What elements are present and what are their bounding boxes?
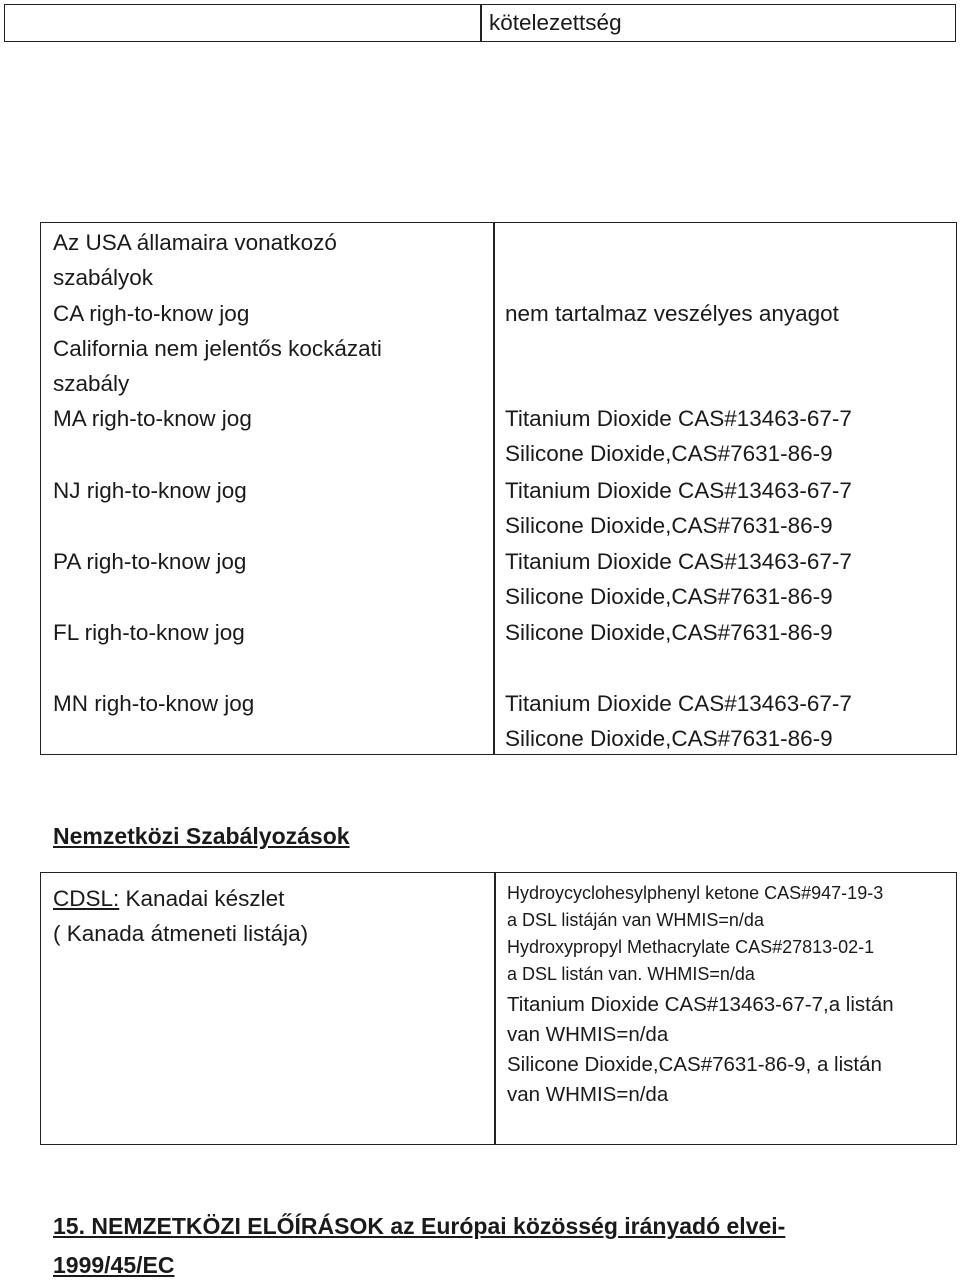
us-rules-title-line2: szabályok [53,265,154,290]
pa-rule-value: Silicone Dioxide,CAS#7631-86-9 [505,584,833,609]
cdsl-entry: a DSL listáján van WHMIS=n/da [507,910,764,930]
fl-rule-label: FL righ-to-know jog [53,620,245,645]
ca-rule-label-cont: szabály [53,371,130,396]
top-row-right-text: kötelezettség [489,10,622,35]
mn-rule-label: MN righ-to-know jog [53,691,255,716]
cdsl-entry: Silicone Dioxide,CAS#7631-86-9, a listán [507,1053,882,1076]
ca-rule-value: nem tartalmaz veszélyes anyagot [505,301,839,326]
pa-rule-value: Titanium Dioxide CAS#13463-67-7 [505,549,852,574]
cdsl-entry: a DSL listán van. WHMIS=n/da [507,964,755,984]
us-rules-title-line1: Az USA államaira vonatkozó [53,230,337,255]
fl-rule-value: Silicone Dioxide,CAS#7631-86-9 [505,620,833,645]
top-row-left-cell [4,4,482,42]
ca-rule-label-cont: California nem jelentős kockázati [53,336,382,361]
section-15-heading-line2: 1999/45/EC [53,1252,175,1278]
section-15-heading-line1: 15. NEMZETKÖZI ELŐÍRÁSOK az Európai közösség irányadó elvei- [53,1213,786,1239]
cdsl-entry: Titanium Dioxide CAS#13463-67-7,a listán [507,993,894,1016]
cdsl-entry: Hydroycyclohesylphenyl ketone CAS#947-19-3 [507,883,884,903]
cdsl-entry: van WHMIS=n/da [507,1023,669,1046]
ca-rule-label: CA righ-to-know jog [53,301,250,326]
cdsl-label-line2: ( Kanada átmeneti listája) [53,921,309,946]
intl-regulations-heading: Nemzetközi Szabályozások [53,823,350,849]
cdsl-entry: van WHMIS=n/da [507,1083,669,1106]
cdsl-label: CDSL: [53,886,120,911]
mn-rule-value: Silicone Dioxide,CAS#7631-86-9 [505,726,833,751]
mn-rule-value: Titanium Dioxide CAS#13463-67-7 [505,691,852,716]
cdsl-entry: Hydroxypropyl Methacrylate CAS#27813-02-1 [507,937,875,957]
nj-rule-label: NJ righ-to-know jog [53,478,247,503]
nj-rule-value: Titanium Dioxide CAS#13463-67-7 [505,478,852,503]
nj-rule-value: Silicone Dioxide,CAS#7631-86-9 [505,513,833,538]
ma-rule-value: Titanium Dioxide CAS#13463-67-7 [505,406,852,431]
pa-rule-label: PA righ-to-know jog [53,549,247,574]
cdsl-label-line1 [53,881,284,916]
ma-rule-value: Silicone Dioxide,CAS#7631-86-9 [505,441,833,466]
ma-rule-label: MA righ-to-know jog [53,406,252,431]
cdsl-label-rest: Kanadai készlet [119,886,285,911]
